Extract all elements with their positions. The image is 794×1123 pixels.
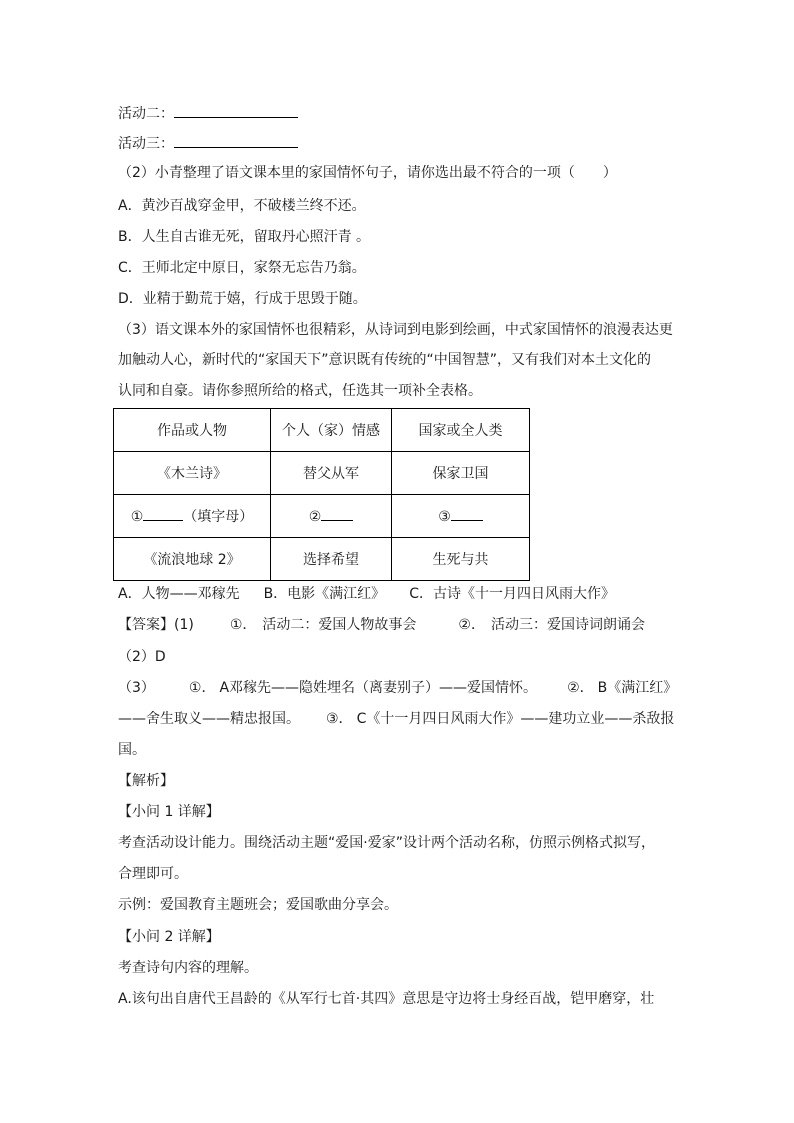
activity-two-blank — [174, 103, 298, 118]
answer-q3-3-number: ③． — [326, 711, 353, 727]
answer-q3-2-text: B《满江红》 — [597, 680, 678, 696]
table-cell: 《流浪地球 2》 — [114, 538, 271, 581]
q2-option-a: A．黄沙百战穿金甲，不破楼兰终不还。 — [118, 198, 366, 214]
analysis-sub2-title: 【小问 2 详解】 — [118, 929, 220, 945]
analysis-sub2-line-1: 考查诗句内容的理解。 — [118, 960, 258, 976]
activity-three-blank — [174, 133, 298, 148]
table-cell: 生死与共 — [392, 538, 530, 581]
choice-line — [118, 584, 615, 604]
q3-line-2: 加触动人心，新时代的“家国天下”意识既有传统的“中国智慧”，又有我们对本土文化的 — [118, 352, 652, 368]
blank-1-number: ① — [130, 509, 144, 525]
table-row — [114, 495, 530, 538]
analysis-sub1-line-1: 考查活动设计能力。围绕活动主题“爱国·爱家”设计两个活动名称，仿照示例格式拟写， — [118, 835, 655, 851]
activity-three-label: 活动三： — [118, 136, 174, 152]
choice-a: A．人物——邓稼先 — [118, 586, 240, 602]
answer-2-text: 活动三：爱国诗词朗诵会 — [490, 617, 645, 633]
answer-q3-2-number: ②． — [567, 680, 594, 696]
fill-table — [113, 408, 530, 581]
table-cell: 选择希望 — [271, 538, 392, 581]
table-cell: 《木兰诗》 — [114, 452, 271, 495]
blank-2-number: ② — [308, 508, 322, 525]
answer-label: 【答案】(1) — [118, 617, 194, 633]
table-header-row — [114, 409, 530, 452]
answer-1-number: ①． — [229, 617, 257, 633]
table-cell-blank-1 — [114, 495, 271, 538]
table-header-cell: 作品或人物 — [114, 409, 271, 452]
q2-option-c: C．王师北定中原日，家祭无忘告乃翁。 — [118, 260, 366, 276]
answer-q3-2-cont: ——舍生取义——精忠报国。 — [118, 711, 300, 727]
blank-1-hint: （填字母） — [183, 509, 254, 525]
table-cell-blank-3 — [392, 495, 530, 538]
table-row — [114, 452, 530, 495]
activity-two-line — [118, 103, 298, 124]
table-cell-blank-2 — [271, 495, 392, 538]
blank-1-line — [143, 508, 183, 521]
q3-line-3: 认同和自豪。请你参照所给的格式，任选其一项补全表格。 — [118, 383, 482, 399]
table-cell: 保家卫国 — [392, 452, 530, 495]
answer-q3-line-3: 国。 — [118, 742, 146, 758]
table-header-cell: 个人（家）情感 — [271, 409, 392, 452]
table-header-cell: 国家或全人类 — [392, 409, 530, 452]
analysis-sub1-line-2: 合理即可。 — [118, 866, 188, 882]
q2-option-b: B．人生自古谁无死，留取丹心照汗青 。 — [118, 229, 371, 245]
answer-q3-1-number: ①． — [188, 680, 216, 696]
analysis-sub1-title: 【小问 1 详解】 — [118, 804, 220, 820]
answer-q2: （2）D — [118, 649, 166, 665]
answer-q3-1-text: A邓稼先——隐姓埋名（离妻别子）——爱国情怀。 — [219, 680, 538, 696]
blank-3-line — [451, 508, 483, 521]
q2-stem: （2）小青整理了语文课本里的家国情怀句子，请你选出最不符合的一项（ ） — [118, 165, 617, 181]
answer-1-text: 活动二：爱国人物故事会 — [262, 617, 417, 633]
table-row — [114, 538, 530, 581]
activity-two-label: 活动二： — [118, 106, 174, 122]
answer-q3-line-2 — [118, 709, 674, 729]
q2-option-d: D．业精于勤荒于嬉，行成于思毁于随。 — [118, 291, 367, 307]
choice-c: C．古诗《十一月四日风雨大作》 — [409, 586, 615, 602]
answer-2-number: ②． — [458, 617, 485, 633]
analysis-sub2-line-2: A.该句出自唐代王昌龄的《从军行七首·其四》意思是守边将士身经百战，铠甲磨穿，壮 — [118, 991, 655, 1007]
answer-q3-3-text: C《十一月四日风雨大作》——建功立业——杀敌报 — [356, 711, 675, 727]
q3-line-1: （3）语文课本外的家国情怀也很精彩，从诗词到电影到绘画，中式家国情怀的浪漫表达更 — [118, 322, 673, 338]
answer-q3-line-1 — [118, 678, 677, 698]
blank-3-number: ③ — [438, 508, 451, 525]
analysis-sub1-line-3: 示例：爱国教育主题班会；爱国歌曲分享会。 — [118, 897, 398, 913]
blank-2-line — [321, 508, 353, 521]
analysis-title: 【解析】 — [118, 773, 174, 789]
answer-line-1 — [118, 615, 645, 635]
answer-q3-label: （3） — [118, 680, 155, 696]
choice-b: B．电影《满江红》 — [263, 586, 386, 602]
activity-three-line — [118, 133, 298, 154]
table-cell: 替父从军 — [271, 452, 392, 495]
